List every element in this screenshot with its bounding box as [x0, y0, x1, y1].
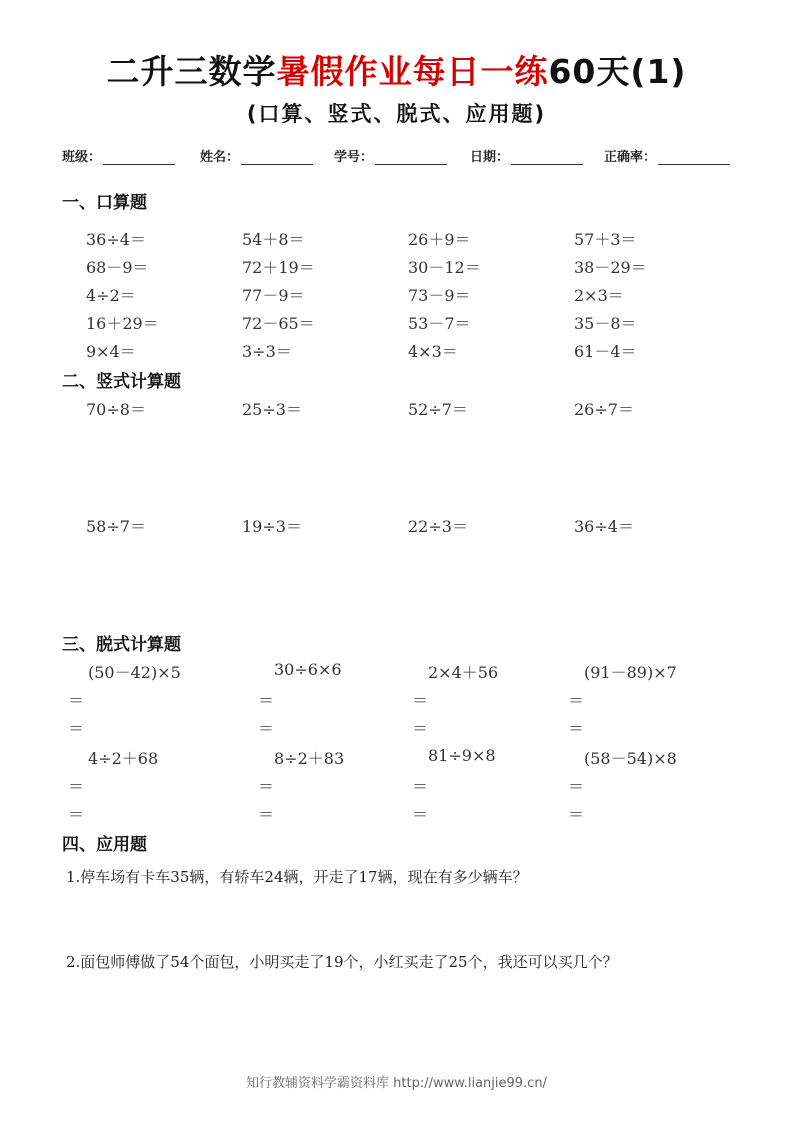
oral-item: 57＋3＝ [574, 230, 637, 249]
oral-item: 72－65＝ [242, 314, 315, 333]
oral-item: 35－8＝ [574, 314, 637, 333]
stepwise-item: 2×4＋56 [428, 663, 499, 682]
name-label: 姓名： [200, 150, 240, 165]
stepwise-item: 4÷2＋68 [88, 749, 159, 768]
student-info-row [62, 146, 752, 172]
number-field [334, 146, 447, 165]
equals-sign: ＝ [258, 777, 275, 796]
equals-sign: ＝ [258, 719, 275, 738]
stepwise-item: (58－54)×8 [584, 749, 677, 768]
class-label: 班级： [62, 150, 102, 165]
equals-sign: ＝ [568, 691, 585, 710]
oral-item: 9×4＝ [86, 342, 136, 361]
equals-sign: ＝ [412, 719, 429, 738]
vertical-item: 52÷7＝ [408, 400, 468, 419]
vertical-item: 19÷3＝ [242, 517, 302, 536]
equals-sign: ＝ [68, 805, 85, 824]
equals-sign: ＝ [68, 777, 85, 796]
footer-watermark: 知行教辅资料学霸资料库 http://www.lianjie99.cn/ [246, 1076, 547, 1091]
oral-item: 72＋19＝ [242, 258, 315, 277]
equals-sign: ＝ [568, 719, 585, 738]
vertical-item: 36÷4＝ [574, 517, 634, 536]
oral-item: 73－9＝ [408, 286, 471, 305]
stepwise-item: 8÷2＋83 [274, 749, 345, 768]
name-blank[interactable] [241, 150, 313, 165]
oral-item: 3÷3＝ [242, 342, 292, 361]
date-label: 日期： [470, 150, 510, 165]
class-field [62, 146, 175, 165]
title-days: 60天(1) [548, 52, 687, 91]
vertical-item: 70÷8＝ [86, 400, 146, 419]
class-blank[interactable] [103, 150, 175, 165]
equals-sign: ＝ [412, 691, 429, 710]
number-blank[interactable] [375, 150, 447, 165]
number-label: 学号： [334, 150, 374, 165]
equals-sign: ＝ [568, 805, 585, 824]
oral-item: 77－9＝ [242, 286, 305, 305]
oral-item: 16＋29＝ [86, 314, 159, 333]
accuracy-field [604, 146, 730, 165]
section-oral-title: 一、口算题 [62, 193, 147, 213]
oral-item: 30－12＝ [408, 258, 481, 277]
vertical-item: 58÷7＝ [86, 517, 146, 536]
equals-sign: ＝ [412, 777, 429, 796]
stepwise-item: 81÷9×8 [428, 746, 496, 765]
name-field [200, 146, 313, 165]
stepwise-item: (91－89)×7 [584, 663, 677, 682]
accuracy-label: 正确率： [604, 150, 657, 165]
date-blank[interactable] [511, 150, 583, 165]
oral-item: 61－4＝ [574, 342, 637, 361]
equals-sign: ＝ [412, 805, 429, 824]
section-word-problems-title: 四、应用题 [62, 835, 147, 855]
accuracy-blank[interactable] [658, 150, 730, 165]
oral-item: 4×3＝ [408, 342, 458, 361]
section-vertical-title: 二、竖式计算题 [62, 372, 181, 392]
section-stepwise-title: 三、脱式计算题 [62, 635, 181, 655]
page-subtitle: (口算、竖式、脱式、应用题) [246, 102, 547, 126]
equals-sign: ＝ [568, 777, 585, 796]
equals-sign: ＝ [258, 805, 275, 824]
page-title [0, 46, 793, 93]
oral-item: 2×3＝ [574, 286, 624, 305]
vertical-item: 26÷7＝ [574, 400, 634, 419]
oral-item: 53－7＝ [408, 314, 471, 333]
equals-sign: ＝ [68, 719, 85, 738]
equals-sign: ＝ [68, 691, 85, 710]
stepwise-item: (50－42)×5 [88, 663, 181, 682]
title-highlight: 暑假作业每日一练 [276, 52, 549, 91]
title-grade: 二升三数学 [106, 52, 277, 91]
oral-item: 38－29＝ [574, 258, 647, 277]
equals-sign: ＝ [258, 691, 275, 710]
oral-item: 4÷2＝ [86, 286, 136, 305]
oral-item: 68－9＝ [86, 258, 149, 277]
word-problem: 2.面包师傅做了54个面包，小明买走了19个，小红买走了25个，我还可以买几个？ [66, 953, 618, 971]
oral-item: 36÷4＝ [86, 230, 146, 249]
vertical-item: 22÷3＝ [408, 517, 468, 536]
stepwise-item: 30÷6×6 [274, 660, 342, 679]
oral-item: 54＋8＝ [242, 230, 305, 249]
date-field [470, 146, 583, 165]
oral-item: 26＋9＝ [408, 230, 471, 249]
vertical-item: 25÷3＝ [242, 400, 302, 419]
word-problem: 1.停车场有卡车35辆，有轿车24辆，开走了17辆，现在有多少辆车？ [66, 868, 528, 886]
